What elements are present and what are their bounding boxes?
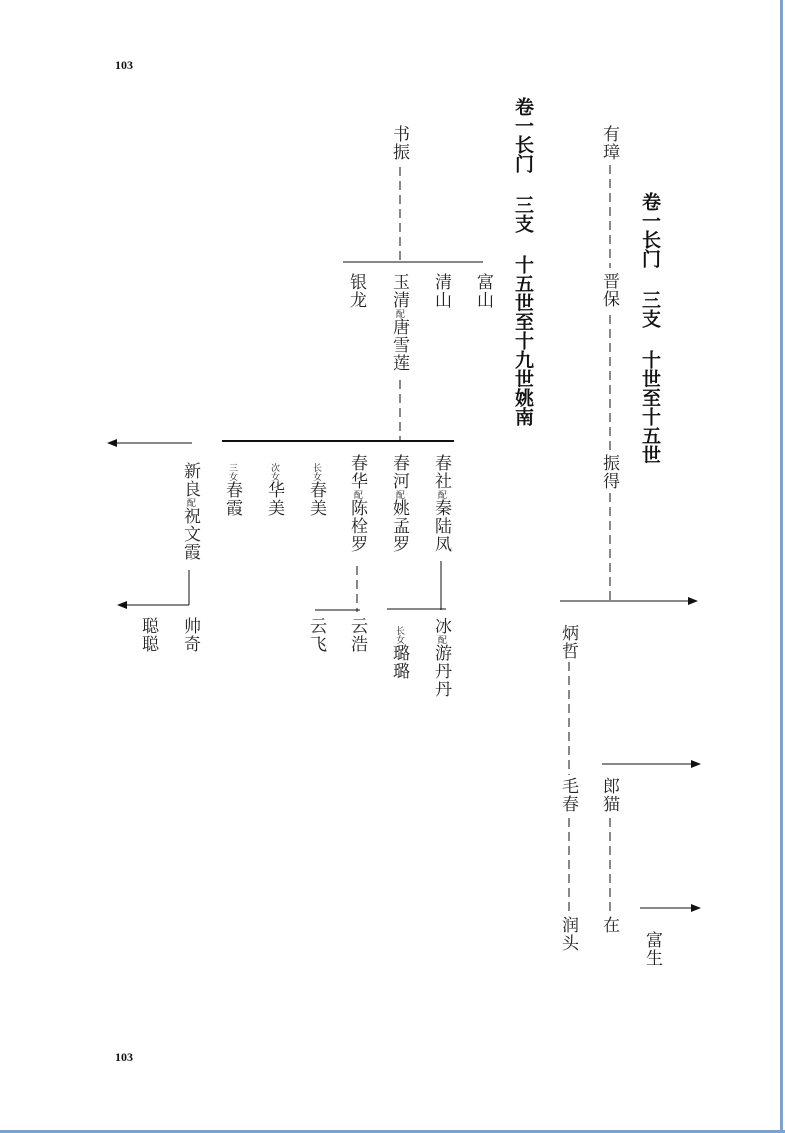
person-chunmei: 春美 bbox=[306, 481, 326, 517]
person-lulu: 璐璐 bbox=[389, 644, 409, 680]
person-yinlong: 银龙 bbox=[346, 273, 366, 309]
prefix-huamei: 次女 bbox=[269, 463, 279, 481]
spouse-bing: 游丹丹 bbox=[431, 644, 451, 698]
person-xinliang-group bbox=[181, 462, 198, 561]
person-fusheng: 富生 bbox=[642, 931, 662, 967]
person-chunxia: 春霞 bbox=[222, 481, 242, 517]
person-yuqing: 玉清 bbox=[389, 273, 409, 309]
person-yunfei: 云飞 bbox=[306, 617, 326, 653]
person-zai: 在 bbox=[599, 916, 619, 934]
person-chunhua: 春华 bbox=[347, 454, 367, 490]
pei-chunshe: 配 bbox=[436, 490, 446, 499]
person-huamei: 华美 bbox=[264, 481, 284, 517]
spouse-chunshe: 秦陆凤 bbox=[431, 499, 451, 553]
person-chunshe-group bbox=[432, 454, 449, 553]
spouse-xinliang: 祝文霞 bbox=[180, 507, 200, 561]
pei-chunhe: 配 bbox=[394, 490, 404, 499]
title-right: 卷一长门 三支 十世至十五世 bbox=[639, 192, 661, 464]
prefix-lulu: 长女 bbox=[394, 626, 404, 644]
person-youzhang: 有璋 bbox=[599, 125, 619, 161]
person-shuaiqi: 帅奇 bbox=[180, 617, 200, 653]
person-chunhe: 春河 bbox=[389, 454, 409, 490]
person-langmao: 郎猫 bbox=[599, 777, 619, 813]
person-bingzhe: 炳哲 bbox=[558, 624, 578, 660]
prefix-chunxia: 三女 bbox=[227, 463, 237, 481]
pei-chunhua: 配 bbox=[352, 490, 362, 499]
page-number-bottom: 103 bbox=[115, 1050, 133, 1064]
title-left: 卷一长门 三支 十五世至十九世姚南 bbox=[512, 97, 534, 426]
person-shuzhen: 书振 bbox=[389, 125, 409, 161]
person-qingshan: 清山 bbox=[431, 273, 451, 309]
spouse-chunhua: 陈栓罗 bbox=[347, 499, 367, 553]
person-yuqing-group bbox=[390, 273, 407, 372]
person-congcong: 聪聪 bbox=[138, 617, 158, 653]
person-xinliang: 新良 bbox=[180, 462, 200, 498]
person-bing-group bbox=[432, 617, 449, 698]
person-lulu-group bbox=[390, 626, 407, 680]
person-yunhao: 云浩 bbox=[347, 617, 367, 653]
prefix-chunmei: 长女 bbox=[311, 463, 321, 481]
person-chunshe: 春社 bbox=[431, 454, 451, 490]
spouse-chunhe: 姚孟罗 bbox=[389, 499, 409, 553]
person-jinbao: 晋保 bbox=[599, 272, 619, 308]
person-bing: 冰 bbox=[431, 617, 451, 635]
pei-xinliang: 配 bbox=[185, 498, 195, 507]
person-fushan: 富山 bbox=[473, 273, 493, 309]
person-zhende: 振得 bbox=[599, 454, 619, 490]
person-chunxia-group bbox=[223, 463, 240, 517]
spouse-yuqing: 唐雪莲 bbox=[389, 318, 409, 372]
person-runtou: 润头 bbox=[558, 916, 578, 952]
pei-yuqing: 配 bbox=[394, 309, 404, 318]
person-chunhua-group bbox=[348, 454, 365, 553]
person-chunhe-group bbox=[390, 454, 407, 553]
pei-bing: 配 bbox=[436, 635, 446, 644]
person-chunmei-group bbox=[307, 463, 324, 517]
page-number-top: 103 bbox=[115, 58, 133, 72]
person-maochun: 毛春 bbox=[558, 777, 578, 813]
person-huamei-group bbox=[265, 463, 282, 517]
